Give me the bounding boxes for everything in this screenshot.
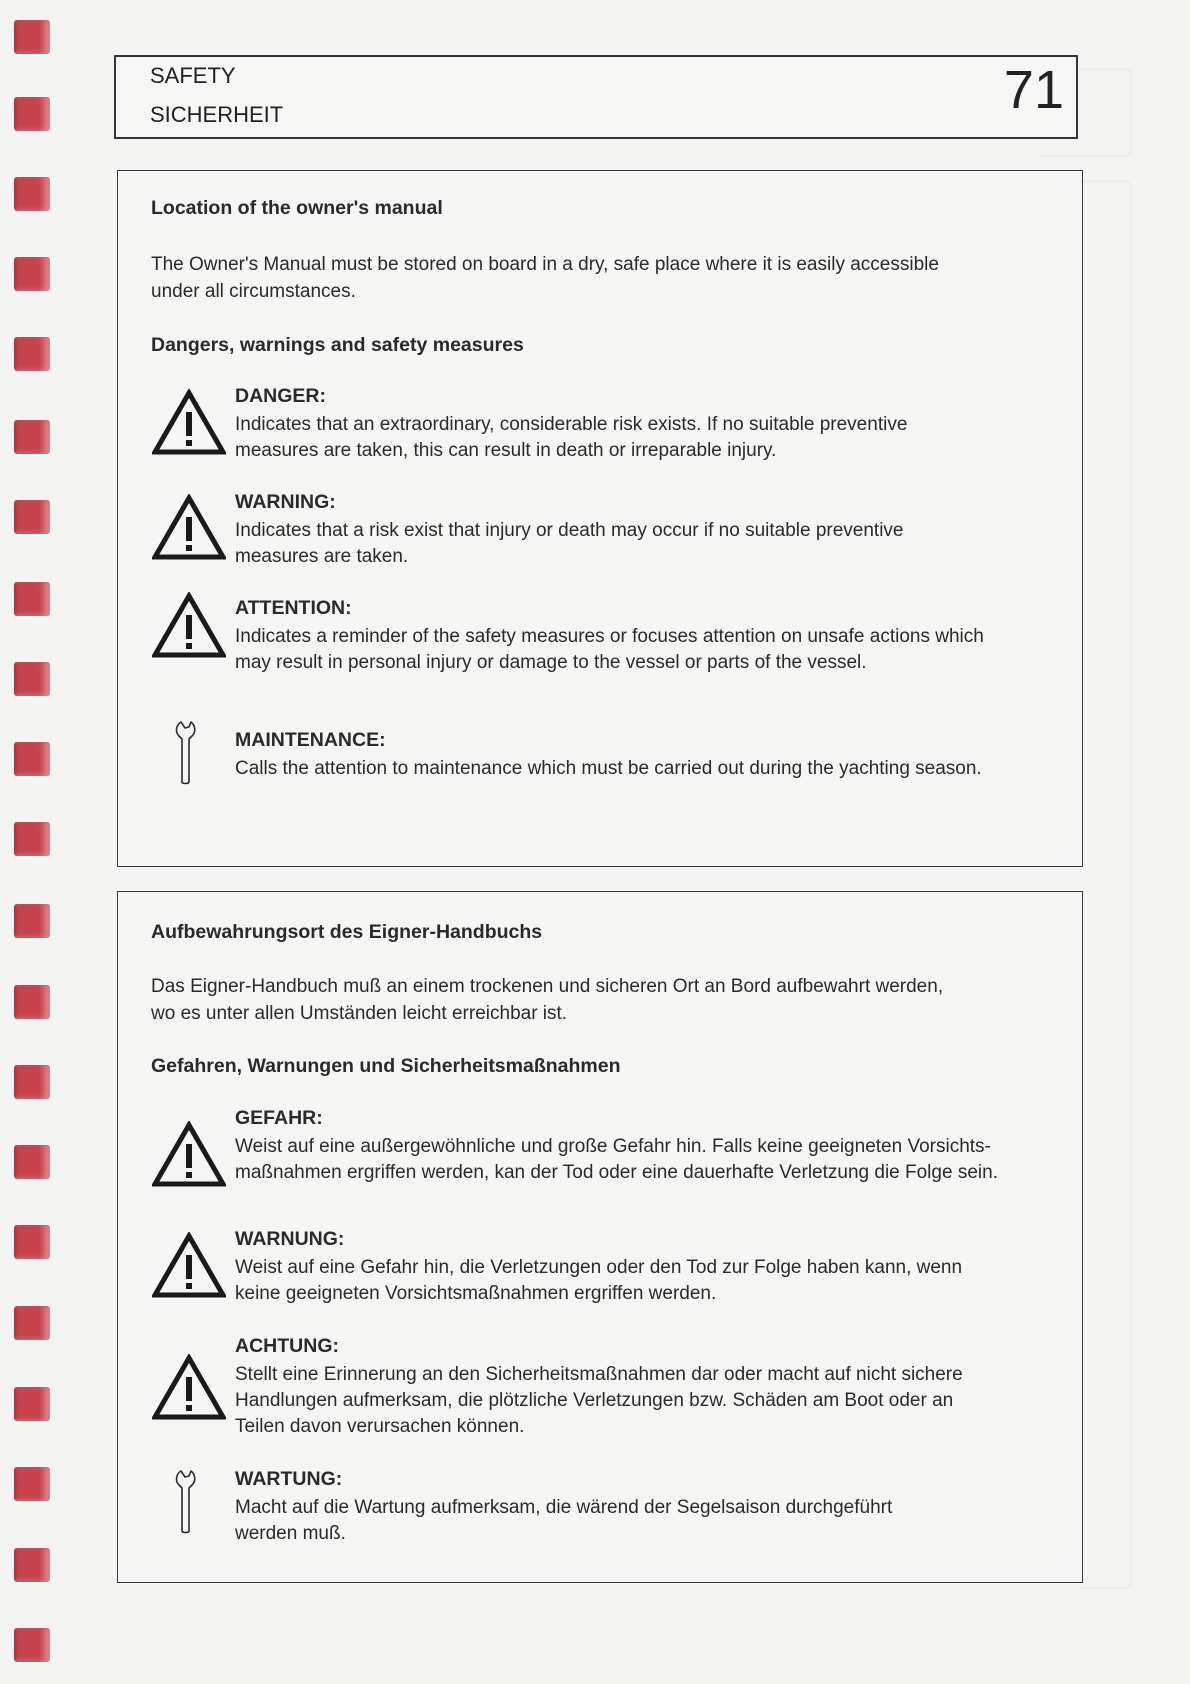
achtung-desc-line: Teilen davon verursachen können. [235,1416,525,1437]
warnung-desc-line: Weist auf eine Gefahr hin, die Verletzungen oder den Tod zur Folge haben kann, wenn [235,1257,963,1278]
english-section [117,170,1083,867]
bleed-through-frame [1080,180,1132,1589]
warning-triangle-icon [152,494,226,560]
location-text-line: under all circumstances. [151,281,356,302]
dangers-heading: Dangers, warnings and safety measures [151,334,524,356]
german-section [117,891,1083,1583]
achtung-desc-line: Stellt eine Erinnerung an den Sicherheitsmaßnahmen dar oder macht auf nicht sichere [235,1364,963,1385]
warnung-desc-line: keine geeigneten Vorsichtsmaßnahmen ergriffen werden. [235,1283,717,1304]
location-heading-de: Aufbewahrungsort des Eigner-Handbuchs [151,921,543,943]
binding-hole [14,1225,50,1259]
binding-hole [14,822,50,856]
maintenance-label: MAINTENANCE: [235,729,386,751]
binding-hole [14,1387,50,1421]
attention-label: ATTENTION: [235,597,352,619]
wrench-icon [172,1467,202,1535]
wartung-label: WARTUNG: [235,1468,343,1490]
location-text-line-de: Das Eigner-Handbuch muß an einem trockenen und sicheren Ort an Bord aufbewahrt werden, [151,976,944,997]
warning-triangle-icon [152,1121,226,1187]
achtung-desc-line: Handlungen aufmerksam, die plötzliche Verletzungen bzw. Schäden am Boot oder an [235,1390,954,1411]
binding-hole [14,1628,50,1662]
section-title-de: SICHERHEIT [150,102,284,127]
warnung-label: WARNUNG: [235,1228,345,1250]
binding-hole [14,500,50,534]
binding-hole [14,985,50,1019]
binding-hole [14,1467,50,1501]
warning-triangle-icon [152,1354,226,1420]
page-number: 71 [1003,60,1064,120]
binding-hole [14,1306,50,1340]
binding-hole [14,177,50,211]
binding-hole [14,662,50,696]
gefahr-desc-line: maßnahmen ergriffen werden, kan der Tod oder eine dauerhafte Verletzung die Folge sein. [235,1162,998,1183]
warning-triangle-icon [152,1232,226,1298]
danger-desc-line: measures are taken, this can result in death or irreparable injury. [235,440,777,461]
section-title-en: SAFETY [150,63,236,88]
gefahr-label: GEFAHR: [235,1107,323,1129]
danger-desc-line: Indicates that an extraordinary, considerable risk exists. If no suitable preventive [235,414,908,435]
warning-triangle-icon [152,592,226,658]
warning-desc-line: measures are taken. [235,546,409,567]
binding-hole [14,257,50,291]
binding-hole [14,904,50,938]
location-heading: Location of the owner's manual [151,197,443,219]
page-header [114,55,1078,139]
gefahr-desc-line: Weist auf eine außergewöhnliche und große Gefahr hin. Falls keine geeigneten Vorsichts- [235,1136,991,1157]
binding-hole [14,582,50,616]
binding-hole [14,20,50,54]
warning-triangle-icon [152,389,226,455]
binding-hole [14,742,50,776]
danger-label: DANGER: [235,385,326,407]
warning-desc-line: Indicates that a risk exist that injury or death may occur if no suitable preventive [235,520,904,541]
dangers-heading-de: Gefahren, Warnungen und Sicherheitsmaßnahmen [151,1055,621,1077]
warning-label: WARNING: [235,491,336,513]
attention-desc-line: Indicates a reminder of the safety measures or focuses attention on unsafe actions which [235,626,984,647]
wrench-icon [172,718,202,786]
maintenance-desc-line: Calls the attention to maintenance which must be carried out during the yachting season. [235,758,982,779]
location-text-line-de: wo es unter allen Umständen leicht erreichbar ist. [151,1003,568,1024]
binding-hole [14,337,50,371]
location-text-line: The Owner's Manual must be stored on board in a dry, safe place where it is easily accessible [151,254,939,275]
spiral-binding [0,0,60,1684]
wartung-desc-line: werden muß. [235,1523,346,1544]
wartung-desc-line: Macht auf die Wartung aufmerksam, die wärend der Segelsaison durchgeführt [235,1497,893,1518]
binding-hole [14,97,50,131]
binding-hole [14,1548,50,1582]
binding-hole [14,420,50,454]
achtung-label: ACHTUNG: [235,1335,339,1357]
binding-hole [14,1065,50,1099]
binding-hole [14,1145,50,1179]
attention-desc-line: may result in personal injury or damage to the vessel or parts of the vessel. [235,652,867,673]
